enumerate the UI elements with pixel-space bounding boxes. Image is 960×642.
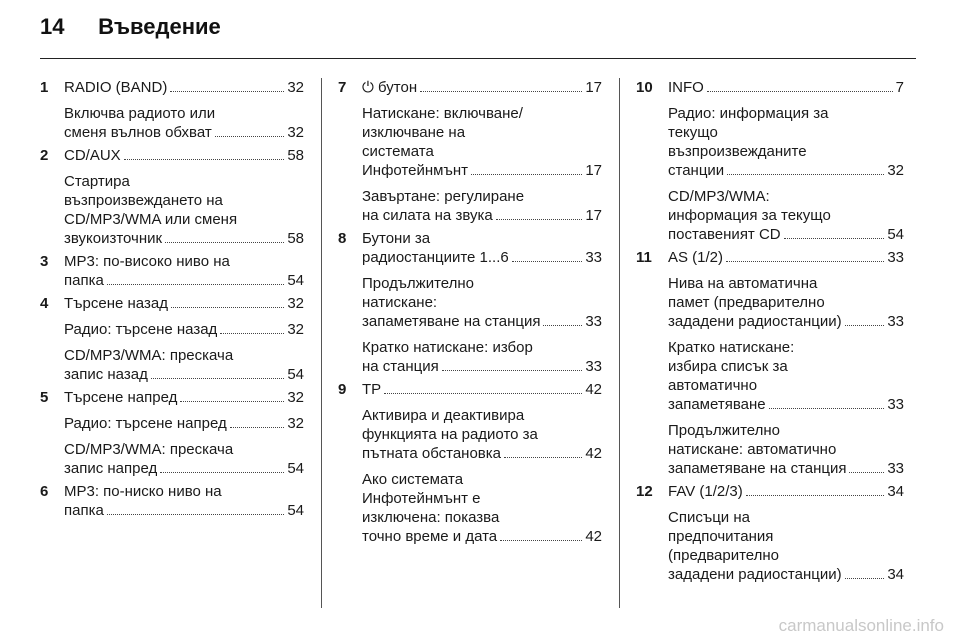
item-text: Търсене напред (64, 389, 178, 406)
item-line (362, 206, 602, 225)
item-line (64, 459, 304, 478)
column-1 (40, 78, 304, 520)
entry-item (362, 104, 602, 180)
item-text: Натискане: включване/ (362, 105, 523, 122)
item-line (668, 508, 904, 527)
entry-items (668, 248, 904, 478)
entry-item (64, 388, 304, 407)
entry-item (64, 414, 304, 433)
item-line (668, 395, 904, 414)
item-line (64, 271, 304, 290)
entry-items (668, 482, 904, 584)
item-text: Активира и деактивира (362, 407, 525, 424)
item-line (362, 293, 602, 312)
item-text: натискане: (362, 294, 438, 311)
item-line (362, 527, 602, 546)
item-line (668, 565, 904, 584)
page-reference: 54 (287, 460, 304, 477)
item-text: MP3: по-високо ниво на (64, 253, 230, 270)
entry-item (64, 172, 304, 248)
entry-item (362, 274, 602, 331)
item-line (362, 338, 602, 357)
item-line (362, 406, 602, 425)
legend-entry (338, 78, 602, 225)
dot-leader (220, 333, 284, 334)
page-number: 14 (40, 14, 65, 39)
item-line (668, 274, 904, 293)
item-text: автоматично (668, 377, 758, 394)
item-line (668, 123, 904, 142)
entry-item (668, 274, 904, 331)
item-text: пътната обстановка (362, 445, 502, 462)
item-line (668, 293, 904, 312)
dot-leader (849, 472, 884, 473)
item-line (362, 470, 602, 489)
column-2 (338, 78, 602, 546)
dot-leader (512, 261, 583, 262)
entry-items (64, 294, 304, 384)
legend-entry (40, 294, 304, 384)
item-text: Радио: информация за (668, 105, 829, 122)
page-reference: 32 (887, 162, 904, 179)
item-line (64, 229, 304, 248)
item-line (362, 274, 602, 293)
entry-item (668, 421, 904, 478)
dot-leader (746, 495, 885, 496)
item-text: сменя вълнов обхват (64, 124, 212, 141)
item-line (64, 365, 304, 384)
dot-leader (707, 91, 893, 92)
item-line (64, 346, 304, 365)
item-text: CD/MP3/WMA: прескача (64, 441, 234, 458)
item-line (64, 210, 304, 229)
item-text: папка (64, 272, 104, 289)
item-text: Нива на автоматична (668, 275, 818, 292)
item-text: запис напред (64, 460, 158, 477)
page-reference: 42 (585, 381, 602, 398)
dot-leader (727, 174, 884, 175)
dot-leader (165, 242, 284, 243)
legend-entry (338, 229, 602, 376)
dot-leader (384, 393, 582, 394)
entry-number: 2 (40, 147, 49, 164)
page-reference: 33 (887, 396, 904, 413)
item-text: Кратко натискане: (668, 339, 795, 356)
item-text: изключване на (362, 124, 466, 141)
item-text: станции (668, 162, 725, 179)
entry-items (64, 388, 304, 478)
item-text: изключена: показва (362, 509, 500, 526)
item-line (668, 104, 904, 123)
item-text: избира списък за (668, 358, 788, 375)
item-line (64, 414, 304, 433)
entry-number: 3 (40, 253, 49, 270)
item-line (362, 380, 602, 399)
item-text: Бутони за (362, 230, 431, 247)
item-line (668, 546, 904, 565)
item-text: функцията на радиото за (362, 426, 538, 443)
page-reference: 33 (887, 460, 904, 477)
item-line (362, 123, 602, 142)
entry-item (64, 482, 304, 520)
watermark: carmanualsonline.info (778, 616, 944, 635)
item-text: Стартира (64, 173, 130, 190)
item-text: точно време и дата (362, 528, 498, 545)
page-reference: 17 (585, 162, 602, 179)
item-text: възпроизвежданите (668, 143, 807, 160)
entry-item (668, 78, 904, 97)
item-text: TP (362, 381, 382, 398)
item-text: поставеният CD (668, 226, 781, 243)
entry-number: 7 (338, 79, 347, 96)
item-line (64, 104, 304, 123)
dot-leader (230, 427, 285, 428)
entry-item (668, 104, 904, 180)
item-line (668, 206, 904, 225)
item-text: звукоизточник (64, 230, 163, 247)
legend-entry (338, 380, 602, 546)
item-text: предпочитания (668, 528, 774, 545)
page-reference: 33 (585, 358, 602, 375)
item-line (362, 161, 602, 180)
page-reference: 17 (585, 79, 602, 96)
entry-number: 11 (636, 249, 652, 266)
page-reference: 32 (287, 321, 304, 338)
page-reference: 42 (585, 528, 602, 545)
item-line (362, 104, 602, 123)
page-reference: 58 (287, 147, 304, 164)
item-line (64, 252, 304, 271)
entry-items (362, 380, 602, 546)
item-line (668, 527, 904, 546)
dot-leader (420, 91, 582, 92)
item-line (362, 508, 602, 527)
dot-leader (769, 408, 885, 409)
dot-leader (170, 91, 284, 92)
dot-leader (543, 325, 582, 326)
item-line (668, 357, 904, 376)
entry-number: 6 (40, 483, 49, 500)
item-text: Продължително (668, 422, 781, 439)
entry-item (64, 104, 304, 142)
item-line (64, 172, 304, 191)
entry-item (64, 346, 304, 384)
item-text: Продължително (362, 275, 475, 292)
item-text: натискане: автоматично (668, 441, 837, 458)
page-reference: 34 (887, 483, 904, 500)
entry-item (362, 78, 602, 97)
dot-leader (845, 325, 885, 326)
item-line (362, 142, 602, 161)
dot-leader (124, 159, 285, 160)
item-line (64, 482, 304, 501)
page-reference: 32 (287, 389, 304, 406)
item-text: CD/MP3/WMA: (668, 188, 770, 205)
item-text: възпроизвеждането на (64, 192, 223, 209)
item-line (668, 78, 904, 97)
column-divider (321, 78, 322, 608)
page-reference: 33 (887, 313, 904, 330)
dot-leader (160, 472, 284, 473)
dot-leader (726, 261, 884, 262)
item-text: FAV (1/2/3) (668, 483, 743, 500)
item-text: информация за текущо (668, 207, 831, 224)
item-line (64, 123, 304, 142)
entry-items (64, 482, 304, 520)
item-line (64, 191, 304, 210)
dot-leader (784, 238, 885, 239)
page-reference: 7 (895, 79, 904, 96)
dot-leader (107, 284, 284, 285)
legend-entry (636, 248, 904, 478)
item-line (64, 294, 304, 313)
entry-item (362, 187, 602, 225)
page-reference: 54 (287, 366, 304, 383)
entry-item (668, 187, 904, 244)
item-text: зададени радиостанции) (668, 313, 842, 330)
entry-number: 10 (636, 79, 653, 96)
legend-entry (40, 146, 304, 248)
item-text: радиостанциите 1...6 (362, 249, 509, 266)
column-divider (619, 78, 620, 608)
item-line (64, 78, 304, 97)
legend-entry (636, 78, 904, 244)
entry-items (64, 252, 304, 290)
entry-number: 1 (40, 79, 49, 96)
entry-item (668, 508, 904, 584)
page-reference: 33 (585, 313, 602, 330)
entry-number: 8 (338, 230, 347, 247)
item-text: CD/MP3/WMA: прескача (64, 347, 234, 364)
page-reference: 32 (287, 124, 304, 141)
entry-item (64, 146, 304, 165)
item-text: CD/AUX (64, 147, 121, 164)
page-reference: 34 (887, 566, 904, 583)
item-line (64, 388, 304, 407)
entry-item (64, 294, 304, 313)
column-3 (636, 78, 904, 584)
legend-entry (636, 482, 904, 584)
page-reference: 54 (287, 272, 304, 289)
legend-entry (40, 78, 304, 142)
legend-entry (40, 252, 304, 290)
item-text: Инфотейнмънт е (362, 490, 481, 507)
item-line (64, 320, 304, 339)
item-line (64, 501, 304, 520)
item-line (668, 338, 904, 357)
item-line (668, 459, 904, 478)
item-text: CD/MP3/WMA или сменя (64, 211, 238, 228)
item-line (668, 142, 904, 161)
legend-entry (40, 388, 304, 478)
item-text: RADIO (BAND) (64, 79, 168, 96)
page-reference: 54 (887, 226, 904, 243)
entry-item (362, 380, 602, 399)
entry-number: 12 (636, 483, 653, 500)
entry-items (64, 146, 304, 248)
item-line (668, 421, 904, 440)
item-line (362, 312, 602, 331)
item-text: запаметяване на станция (668, 460, 847, 477)
dot-leader (471, 174, 582, 175)
item-line (668, 312, 904, 331)
dot-leader (496, 219, 583, 220)
item-line (668, 225, 904, 244)
item-line (668, 161, 904, 180)
item-text: Радио: търсене назад (64, 321, 218, 338)
dot-leader (107, 514, 284, 515)
item-text: Инфотейнмънт (362, 162, 468, 179)
item-text: Радио: търсене напред (64, 415, 227, 432)
item-text: Завъртане: регулиране (362, 188, 525, 205)
dot-leader (500, 540, 582, 541)
item-text: запаметяване на станция (362, 313, 541, 330)
dot-leader (151, 378, 284, 379)
page-reference: 17 (585, 207, 602, 224)
item-line (362, 187, 602, 206)
item-text: системата (362, 143, 434, 160)
item-text: Търсене назад (64, 295, 168, 312)
entry-items (64, 78, 304, 142)
page-reference: 54 (287, 502, 304, 519)
entry-number: 5 (40, 389, 49, 406)
entry-number: 4 (40, 295, 49, 312)
entry-item (64, 320, 304, 339)
legend-entry (40, 482, 304, 520)
item-text: INFO (668, 79, 704, 96)
item-text: на станция (362, 358, 439, 375)
item-text: ⏻ бутон (362, 79, 418, 96)
dot-leader (215, 136, 285, 137)
item-text: запаметяване (668, 396, 766, 413)
entry-item (64, 252, 304, 290)
item-text: запис назад (64, 366, 148, 383)
item-text: (предварително (668, 547, 780, 564)
item-line (668, 248, 904, 267)
item-line (362, 357, 602, 376)
entry-item (362, 406, 602, 463)
item-text: Кратко натискане: избор (362, 339, 533, 356)
item-text: зададени радиостанции) (668, 566, 842, 583)
item-text: Ако системата (362, 471, 464, 488)
dot-leader (845, 578, 885, 579)
item-text: Списъци на (668, 509, 750, 526)
item-line (362, 229, 602, 248)
item-line (668, 482, 904, 501)
entry-item (362, 338, 602, 376)
dot-leader (504, 457, 582, 458)
page-reference: 32 (287, 295, 304, 312)
item-text: текущо (668, 124, 718, 141)
entry-item (362, 229, 602, 267)
item-line (668, 440, 904, 459)
page-reference: 33 (887, 249, 904, 266)
item-line (668, 376, 904, 395)
item-line (668, 187, 904, 206)
item-text: AS (1/2) (668, 249, 724, 266)
entry-number: 9 (338, 381, 347, 398)
page-reference: 32 (287, 415, 304, 432)
item-line (362, 248, 602, 267)
dot-leader (171, 307, 284, 308)
item-text: MP3: по-ниско ниво на (64, 483, 222, 500)
entry-items (668, 78, 904, 244)
page-reference: 33 (585, 249, 602, 266)
entry-item (668, 248, 904, 267)
item-line (362, 425, 602, 444)
item-line (362, 444, 602, 463)
entry-item (64, 78, 304, 97)
item-line (64, 146, 304, 165)
item-text: папка (64, 502, 104, 519)
dot-leader (442, 370, 583, 371)
entry-item (362, 470, 602, 546)
item-text: памет (предварително (668, 294, 825, 311)
item-line (362, 489, 602, 508)
page-header (40, 14, 221, 40)
page-reference: 32 (287, 79, 304, 96)
entry-item (668, 338, 904, 414)
page-title: Въведение (98, 14, 221, 39)
item-line (362, 78, 602, 97)
page-reference: 42 (585, 445, 602, 462)
header-rule (40, 58, 916, 59)
item-line (64, 440, 304, 459)
entry-item (64, 440, 304, 478)
page-reference: 58 (287, 230, 304, 247)
entry-item (668, 482, 904, 501)
dot-leader (180, 401, 284, 402)
item-text: Включва радиото или (64, 105, 216, 122)
item-text: на силата на звука (362, 207, 493, 224)
entry-items (362, 229, 602, 376)
entry-items (362, 78, 602, 225)
